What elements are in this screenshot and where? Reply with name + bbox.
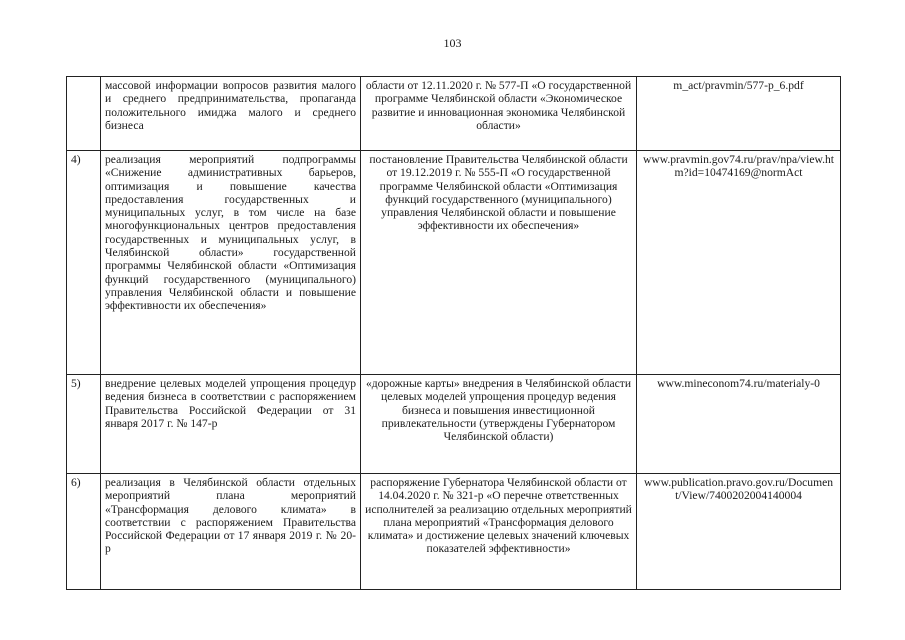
activity-cell: внедрение целевых моделей упрощения процедур ведения бизнеса в соответствии с распоряжением Правительства Российской Федерации от 31 января 2017 г. № 147-р — [101, 375, 361, 474]
table-row — [67, 375, 841, 474]
activity-cell: массовой информации вопросов развития малого и среднего предпринимательства, пропаганда положительного имиджа малого и среднего бизнеса — [101, 77, 361, 151]
row-number — [67, 77, 101, 151]
row-number: 6) — [67, 474, 101, 590]
url-cell: m_act/pravmin/577-p_6.pdf — [637, 77, 841, 151]
document-table — [66, 76, 841, 590]
url-cell: www.publication.pravo.gov.ru/Document/View/7400202004140004 — [637, 474, 841, 590]
page-number: 103 — [443, 36, 462, 50]
url-cell: www.mineconom74.ru/materialy-0 — [637, 375, 841, 474]
document-cell: постановление Правительства Челябинской области от 19.12.2019 г. № 555-П «О государственной программе Челябинской области «Оптимизация функций государственного (муниципального) управления Челябинской области и повышение эффективности их обеспечения» — [361, 151, 637, 375]
document-cell: «дорожные карты» внедрения в Челябинской области целевых моделей упрощения процедур ведения бизнеса и повышения инвестиционной привлекательности (утверждены Губернатором Челябинской области) — [361, 375, 637, 474]
row-number: 5) — [67, 375, 101, 474]
row-number: 4) — [67, 151, 101, 375]
activity-cell: реализация мероприятий подпрограммы «Снижение административных барьеров, оптимизация и повышение качества предоставления государственных и муниципальных услуг, в том числе на базе многофункциональных центров предоставления государственных и муниципальных услуг, в Челябинской области» государственной программы Челябинской области «Оптимизация функций государственного (муниципального) управления Челябинской области и повышение эффективности их обеспечения» — [101, 151, 361, 375]
document-cell: области от 12.11.2020 г. № 577-П «О государственной программе Челябинской области «Экономическое развитие и инновационная экономика Челябинской области» — [361, 77, 637, 151]
table-row — [67, 77, 841, 151]
activity-cell: реализация в Челябинской области отдельных мероприятий плана мероприятий «Трансформация делового климата» в соответствии с распоряжением Правительства Российской Федерации от 17 января 2019 г. № 20-р — [101, 474, 361, 590]
url-cell: www.pravmin.gov74.ru/prav/npa/view.htm?id=10474169@normAct — [637, 151, 841, 375]
document-cell: распоряжение Губернатора Челябинской области от 14.04.2020 г. № 321-р «О перечне ответственных исполнителей за реализацию отдельных мероприятий плана мероприятий «Трансформация делового климата» и достижение целевых значений ключевых показателей эффективности» — [361, 474, 637, 590]
table-row — [67, 151, 841, 375]
table-row — [67, 474, 841, 590]
